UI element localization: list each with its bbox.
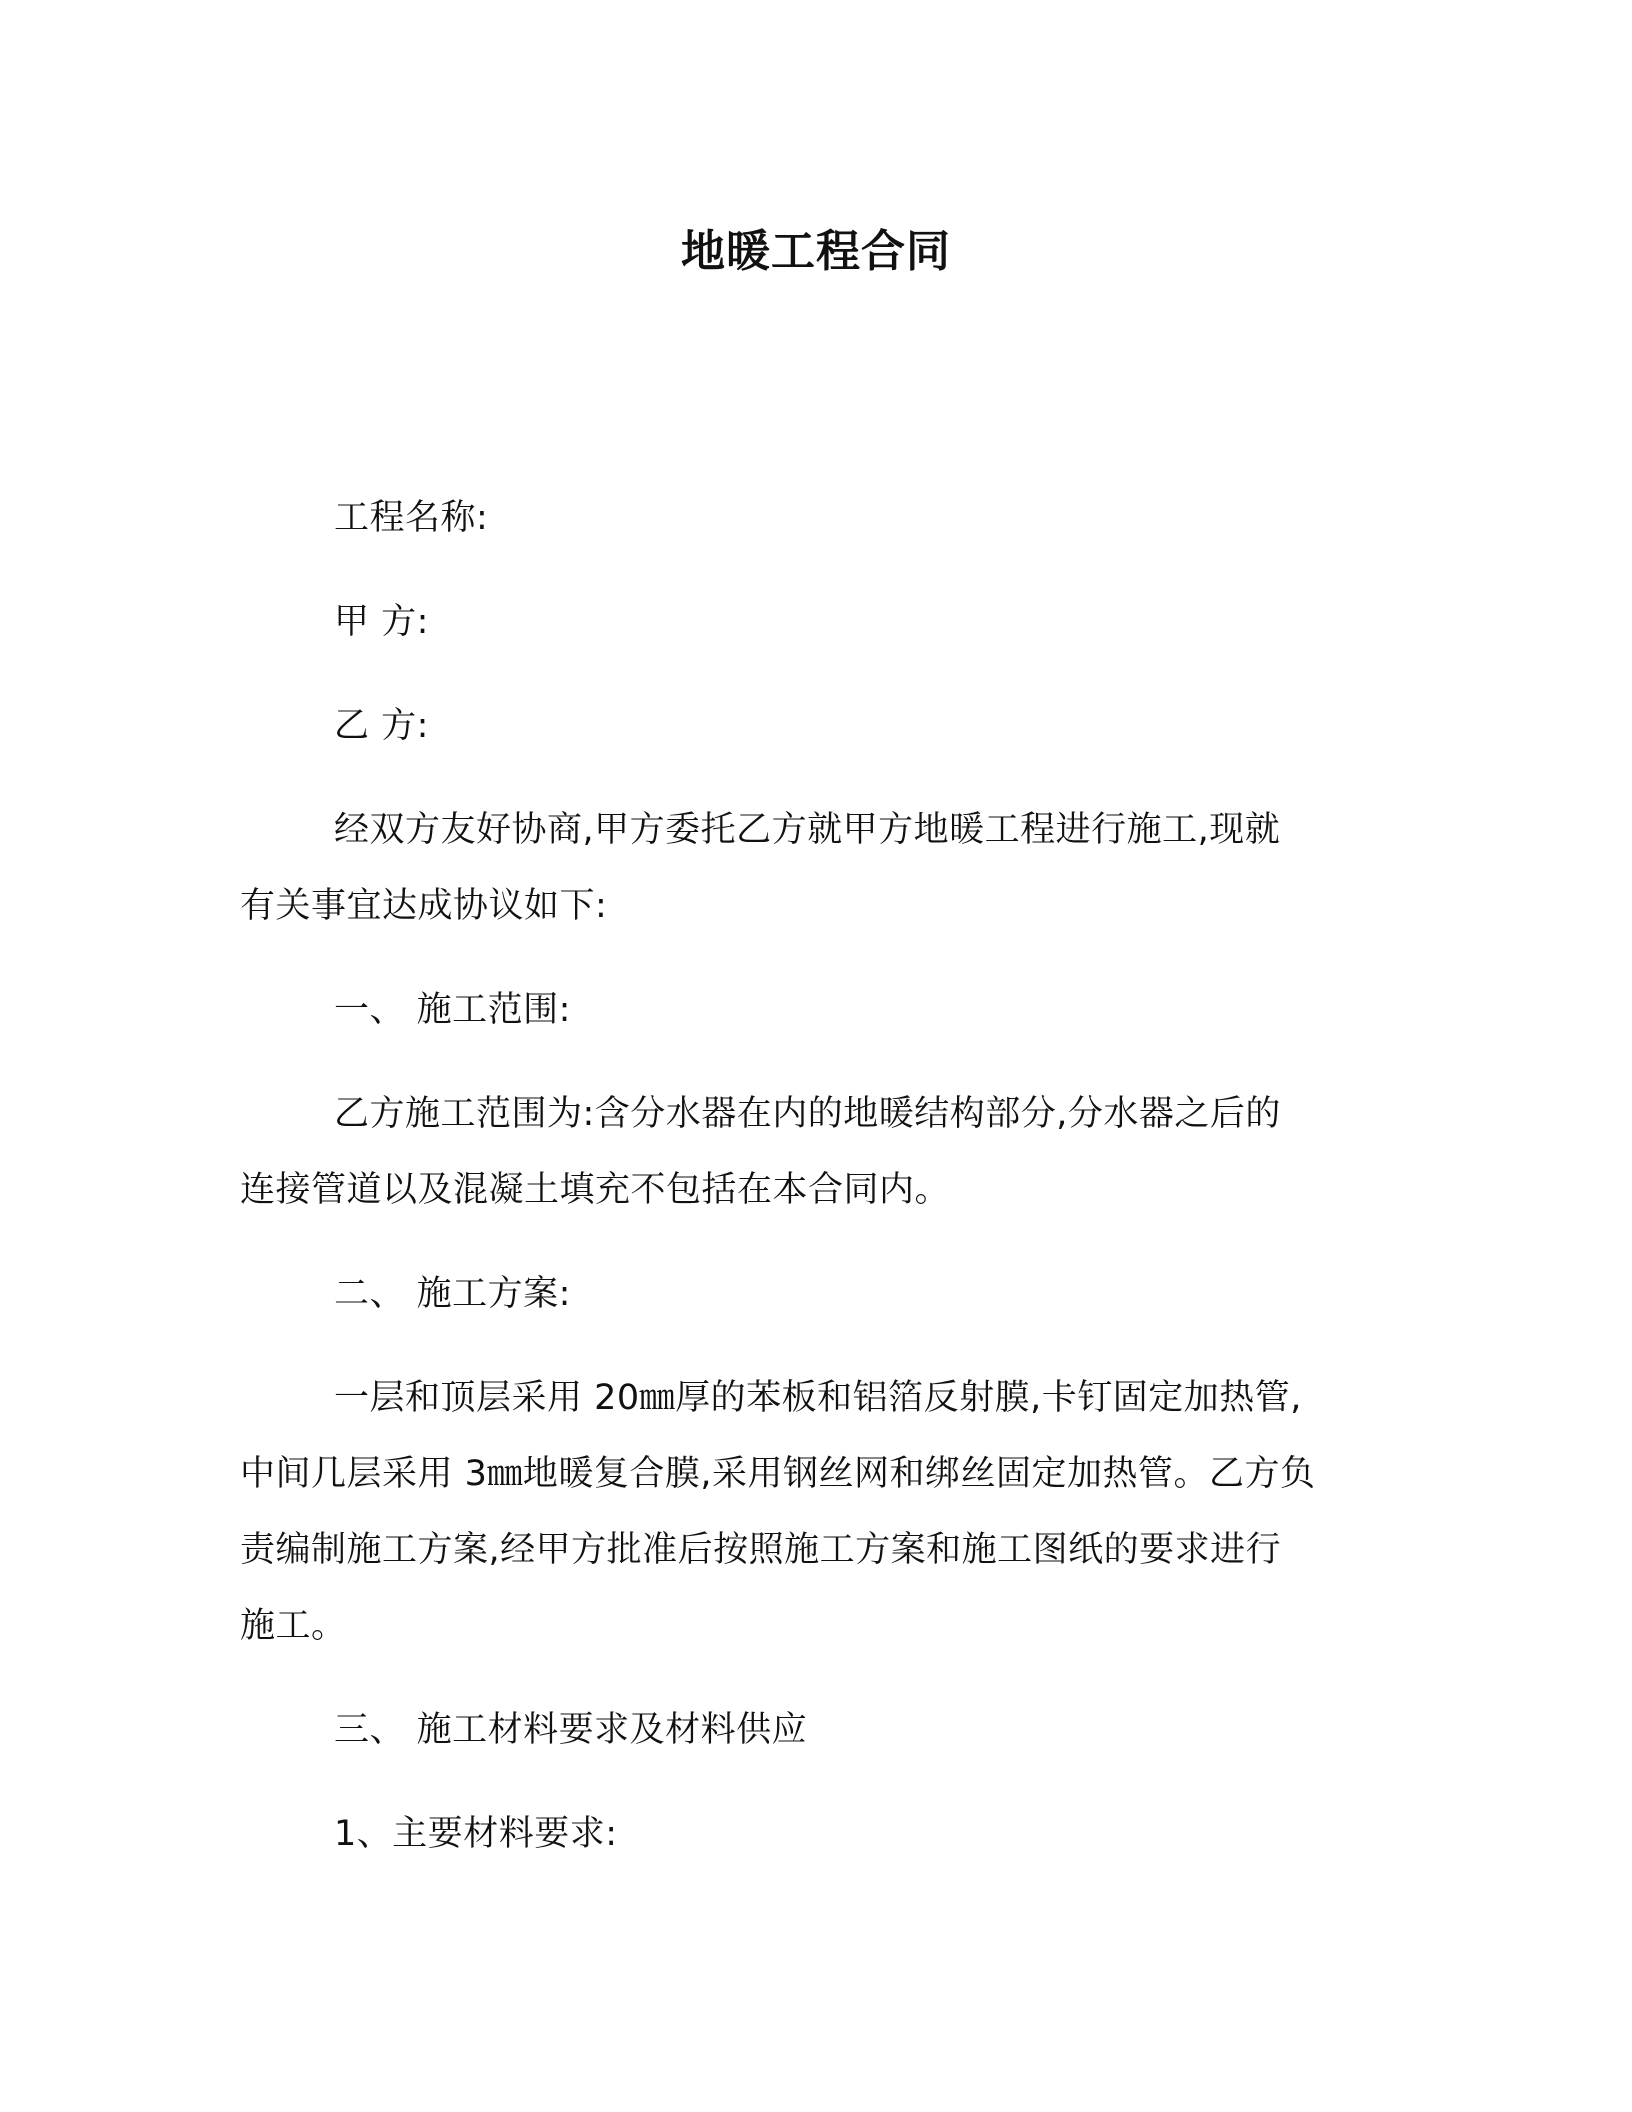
section-2-heading: 二、 施工方案:: [334, 1274, 571, 1314]
intro-line-1: 经双方友好协商,甲方委托乙方就甲方地暖工程进行施工,现就: [334, 810, 1281, 850]
field-party-a: 甲 方:: [334, 602, 429, 642]
section-2-line-1: 一层和顶层采用 20㎜厚的苯板和铝箔反射膜,卡钉固定加热管,: [334, 1378, 1302, 1418]
section-3-sub-1: 1、主要材料要求:: [334, 1814, 618, 1854]
section-2-line-3: 责编制施工方案,经甲方批准后按照施工方案和施工图纸的要求进行: [240, 1530, 1282, 1570]
section-1-line-2: 连接管道以及混凝土填充不包括在本合同内。: [240, 1170, 951, 1210]
document-title: 地暖工程合同: [681, 226, 951, 277]
field-project-name: 工程名称:: [334, 498, 489, 538]
field-party-b: 乙 方:: [334, 706, 429, 746]
intro-line-2: 有关事宜达成协议如下:: [240, 886, 608, 926]
section-1-heading: 一、 施工范围:: [334, 990, 571, 1030]
section-3-heading: 三、 施工材料要求及材料供应: [334, 1710, 808, 1750]
section-2-line-2: 中间几层采用 3㎜地暖复合膜,采用钢丝网和绑丝固定加热管。乙方负: [240, 1454, 1316, 1494]
section-2-line-4: 施工。: [240, 1606, 347, 1646]
section-1-line-1: 乙方施工范围为:含分水器在内的地暖结构部分,分水器之后的: [334, 1094, 1281, 1134]
